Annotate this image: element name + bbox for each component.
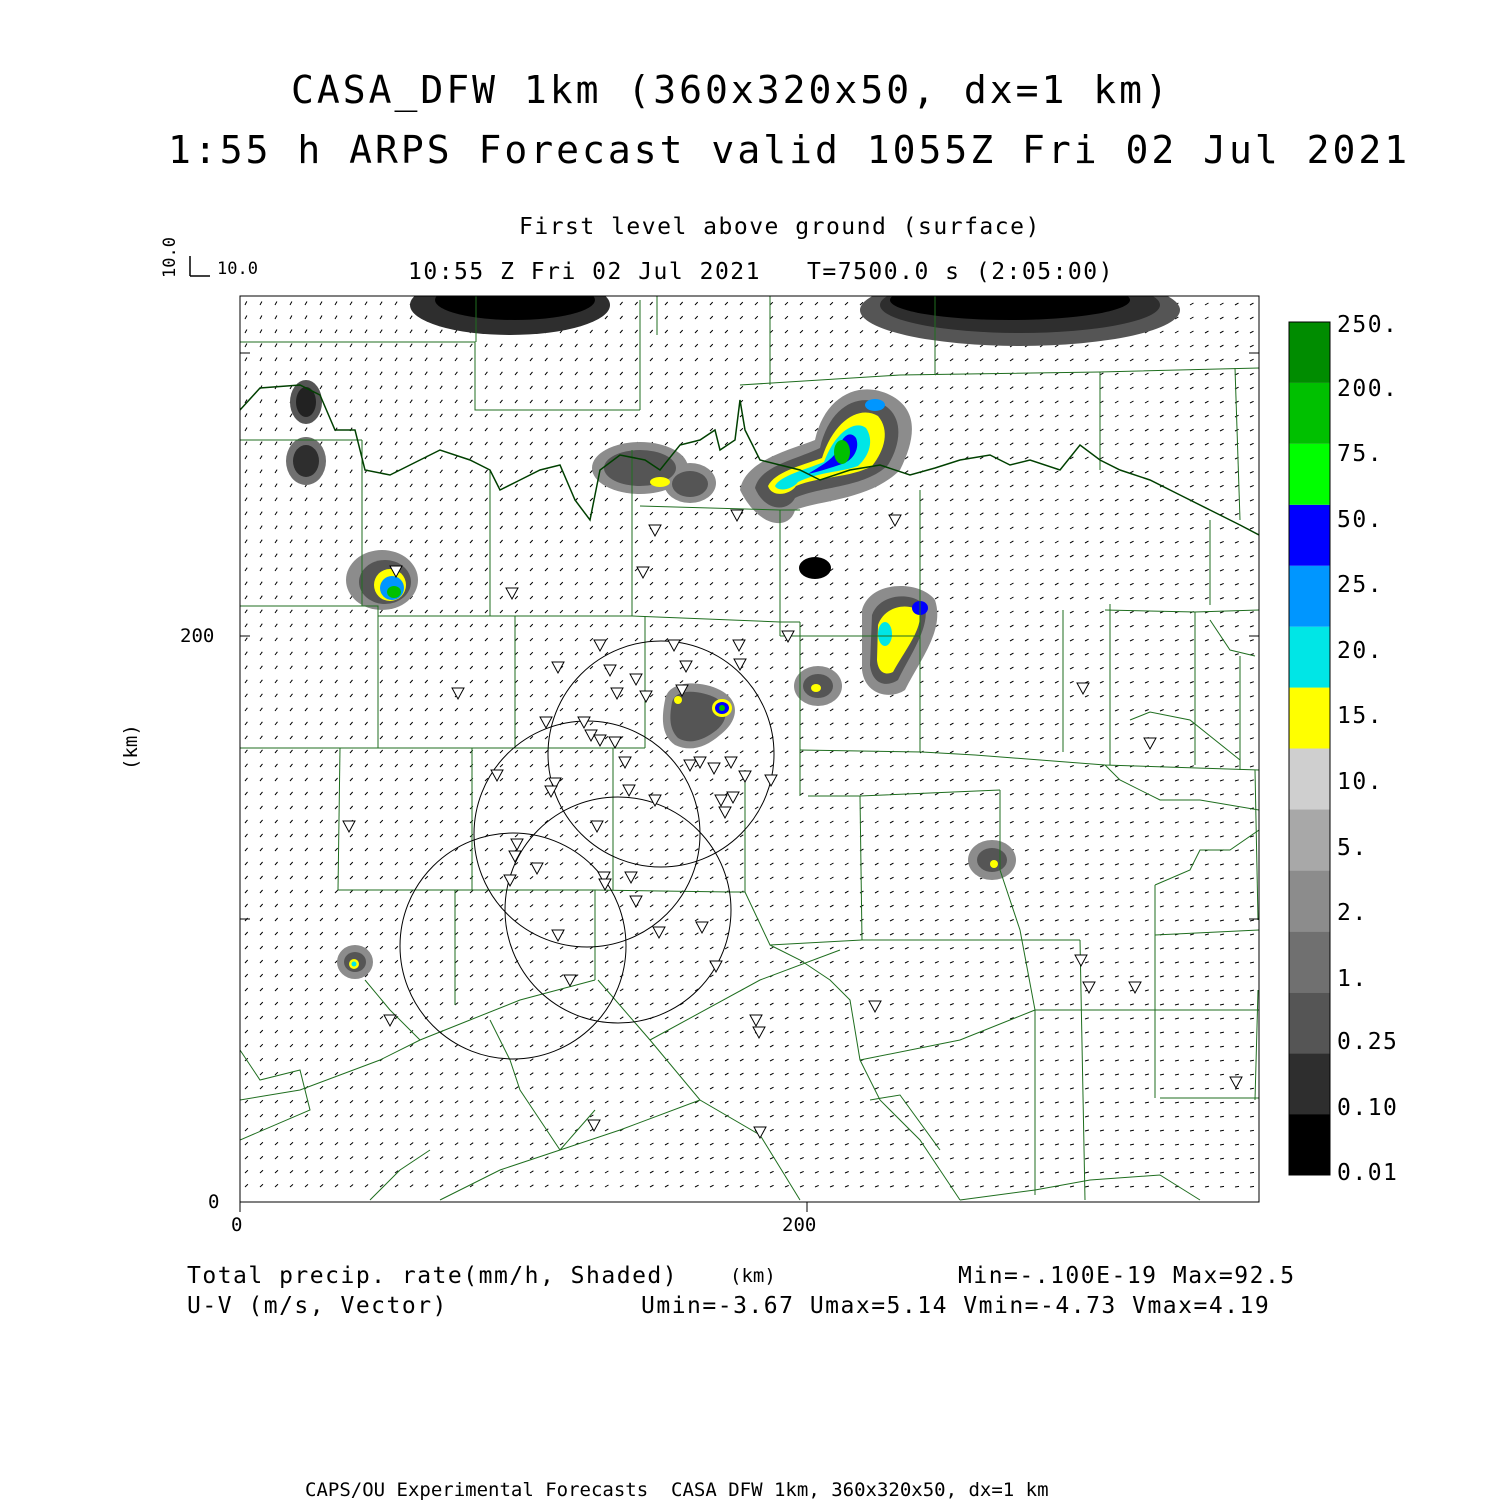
y-tick-200: 200 — [180, 625, 215, 647]
precip-cell — [968, 840, 1016, 880]
title-line2: 1:55 h ARPS Forecast valid 1055Z Fri 02 Jul 2021 — [168, 128, 1411, 172]
triangle-down-icon — [545, 786, 557, 797]
y-tick-0: 0 — [208, 1191, 220, 1213]
colorbar-swatch — [1289, 566, 1330, 627]
colorbar-swatch — [1289, 444, 1330, 505]
x-tick-0: 0 — [231, 1214, 243, 1236]
station-markers — [343, 510, 1242, 1138]
triangle-down-icon — [625, 872, 637, 883]
triangle-down-icon — [708, 763, 720, 774]
colorbar-label: 5. — [1337, 835, 1368, 861]
title-line1: CASA_DFW 1km (360x320x50, dx=1 km) — [291, 68, 1171, 112]
triangle-down-icon — [1230, 1077, 1242, 1088]
triangle-down-icon — [564, 975, 576, 986]
triangle-down-icon — [591, 821, 603, 832]
colorbar-label: 200. — [1337, 376, 1399, 402]
triangle-down-icon — [630, 674, 642, 685]
colorbar-swatch — [1289, 383, 1330, 444]
level-label: First level above ground (surface) — [519, 214, 1041, 240]
triangle-down-icon — [637, 567, 649, 578]
colorbar-swatch — [1289, 749, 1330, 810]
triangle-down-icon — [653, 927, 665, 938]
colorbar-label: 1. — [1337, 966, 1368, 992]
colorbar-label: 20. — [1337, 638, 1384, 664]
triangle-down-icon — [733, 640, 745, 651]
colorbar-swatch — [1289, 688, 1330, 749]
triangle-down-icon — [649, 525, 661, 536]
plot-frame — [240, 296, 1259, 1212]
colorbar-swatch — [1289, 505, 1330, 566]
triangle-down-icon — [623, 785, 635, 796]
triangle-down-icon — [734, 659, 746, 670]
triangle-down-icon — [630, 896, 642, 907]
colorbar-swatch — [1289, 809, 1330, 870]
triangle-down-icon — [889, 515, 901, 526]
precip-cell — [663, 683, 735, 748]
triangle-down-icon — [731, 510, 743, 521]
colorbar-label: 250. — [1337, 312, 1399, 338]
colorbar-swatch — [1289, 992, 1330, 1053]
time-label: 10:55 Z Fri 02 Jul 2021 T=7500.0 s (2:05:00) — [408, 259, 1114, 285]
triangle-down-icon — [696, 922, 708, 933]
colorbar-swatch — [1289, 627, 1330, 688]
triangle-down-icon — [869, 1001, 881, 1012]
triangle-down-icon — [343, 821, 355, 832]
triangle-down-icon — [509, 851, 521, 862]
colorbar-label: 10. — [1337, 769, 1384, 795]
triangle-down-icon — [750, 1015, 762, 1026]
triangle-down-icon — [594, 735, 606, 746]
colorbar-label: 0.25 — [1337, 1029, 1399, 1055]
wind-vector — [245, 301, 1254, 1187]
colorbar-label: 25. — [1337, 572, 1384, 598]
county-borders — [240, 296, 1259, 1200]
precip-cell — [346, 550, 418, 610]
footer-uvminmax: Umin=-3.67 Umax=5.14 Vmin=-4.73 Vmax=4.19 — [641, 1293, 1271, 1319]
footer-credit: CAPS/OU Experimental Forecasts CASA DFW 1km, 360x320x50, dx=1 km — [305, 1479, 1049, 1501]
vector-key-icon — [190, 256, 210, 276]
colorbar-label: 2. — [1337, 900, 1368, 926]
triangle-down-icon — [680, 661, 692, 672]
precip-cell — [794, 666, 842, 706]
triangle-down-icon — [1144, 738, 1156, 749]
triangle-down-icon — [668, 640, 680, 651]
footer-field1: Total precip. rate(mm/h, Shaded) — [187, 1263, 679, 1289]
precip-cell — [337, 945, 373, 979]
triangle-down-icon — [753, 1027, 765, 1038]
colorbar-label: 75. — [1337, 441, 1384, 467]
triangle-down-icon — [1083, 982, 1095, 993]
triangle-down-icon — [609, 737, 621, 748]
precip-cell — [862, 586, 937, 695]
triangle-down-icon — [604, 665, 616, 676]
triangle-down-icon — [552, 930, 564, 941]
triangle-down-icon — [599, 879, 611, 890]
vector-key-y-label: 10.0 — [160, 237, 180, 278]
colorbar-label: 0.01 — [1337, 1160, 1399, 1186]
triangle-down-icon — [531, 863, 543, 874]
triangle-down-icon — [1075, 955, 1087, 966]
colorbar-label: 15. — [1337, 703, 1384, 729]
wind-vector-field — [245, 301, 1254, 1187]
triangle-down-icon — [594, 640, 606, 651]
colorbar-swatch — [1289, 1053, 1330, 1114]
precip-cell — [860, 274, 1180, 346]
triangle-down-icon — [384, 1015, 396, 1026]
colorbar-swatch — [1289, 1114, 1330, 1175]
triangle-down-icon — [611, 688, 623, 699]
triangle-down-icon — [765, 775, 777, 786]
vector-key-x-label: 10.0 — [217, 259, 258, 279]
colorbar-swatch — [1289, 931, 1330, 992]
triangle-down-icon — [710, 961, 722, 972]
triangle-down-icon — [540, 717, 552, 728]
triangle-down-icon — [578, 717, 590, 728]
triangle-down-icon — [727, 792, 739, 803]
triangle-down-icon — [511, 839, 523, 850]
precip-cell — [592, 442, 716, 503]
precip-cell — [799, 557, 831, 579]
triangle-down-icon — [684, 760, 696, 771]
x-tick-200: 200 — [782, 1214, 817, 1236]
colorbar-swatch — [1289, 870, 1330, 931]
precip-cells — [286, 274, 1180, 979]
colorbar-label: 50. — [1337, 507, 1384, 533]
precip-cell — [410, 275, 610, 335]
footer-field2: U-V (m/s, Vector) — [187, 1293, 448, 1319]
triangle-down-icon — [715, 795, 727, 806]
colorbar-label: 0.10 — [1337, 1095, 1399, 1121]
triangle-down-icon — [504, 875, 516, 886]
triangle-down-icon — [452, 688, 464, 699]
triangle-down-icon — [588, 1120, 600, 1131]
triangle-down-icon — [1077, 683, 1089, 694]
colorbar — [1289, 322, 1330, 1175]
y-axis-unit: (km) — [120, 724, 142, 770]
precip-cell — [740, 389, 912, 523]
colorbar-swatch — [1289, 322, 1330, 383]
footer-xunit: (km) — [730, 1265, 776, 1287]
triangle-down-icon — [719, 807, 731, 818]
footer-minmax: Min=-.100E-19 Max=92.5 — [958, 1263, 1296, 1289]
triangle-down-icon — [1129, 982, 1141, 993]
